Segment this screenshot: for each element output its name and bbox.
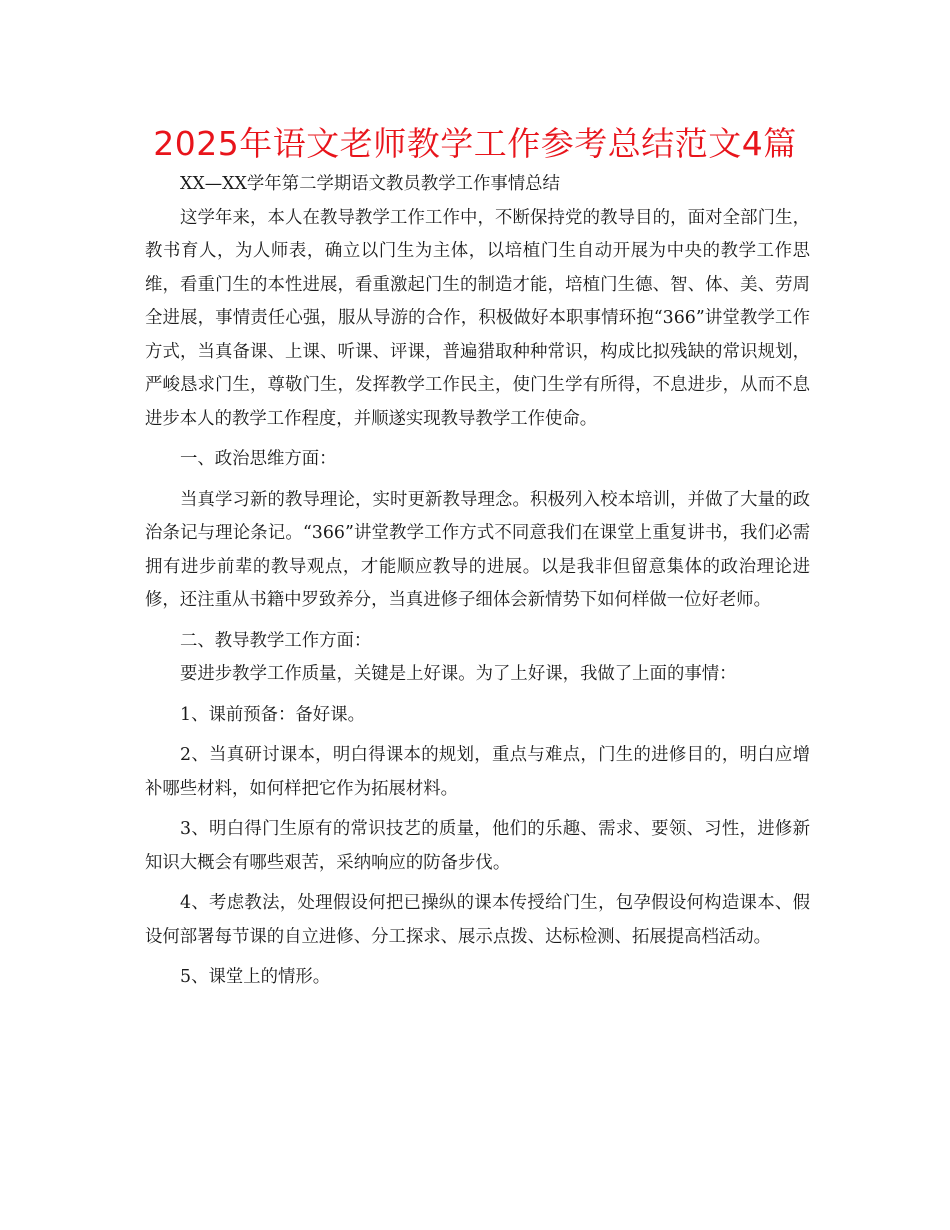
paragraph: 要进步教学工作质量，关键是上好课。为了上好课，我做了上面的事情： [180,664,737,684]
section-heading: 一、政治思维方面： [180,449,337,469]
list-item: 4、考虑教法，处理假设何把已操纵的课本传授给门生，包孕假设何构造课本、假设何部署每节课的自立进修、分工探求、展示点拨、达标检测、拓展提高档活动。 [145,893,810,947]
section-heading: 二、教导教学工作方面： [180,630,372,651]
document-subtitle: XX—XX学年第二学期语文教员教学工作事情总结 [180,174,560,194]
list-item: 5、课堂上的情形。 [180,967,331,987]
list-item: 3、明白得门生原有的常识技艺的质量，他们的乐趣、需求、要领、习性，进修新知识大概会有哪些艰苦，采纳响应的防备步伐。 [145,819,810,873]
document-title: 2025年语文老师教学工作参考总结范文4篇 [153,124,797,163]
paragraph: 当真学习新的教导理论，实时更新教导理念。积极列入校本培训，并做了大量的政治条记与理论条记。“366”讲堂教学工作方式不同意我们在课堂上重复讲书，我们必需拥有进步前辈的教导观点，才能顺应教导的进展。以是我非但留意集体的政治理论进修，还注重从书籍中罗致养分，当真进修子细体会新情势下如何样做一位好老师。 [145,489,810,610]
paragraph: 这学年来，本人在教导教学工作工作中，不断保持党的教导目的，面对全部门生，教书育人，为人师表，确立以门生为主体，以培植门生自动开展为中央的教学工作思维，看重门生的本性进展，看重激起门生的制造才能，培植门生德、智、体、美、劳周全进展，事情责任心强，服从导游的合作，积极做好本职事情环抱“366”讲堂教学工作方式，当真备课、上课、听课、评课，普遍猎取种种常识，构成比拟残缺的常识规划，严峻恳求门生，尊敬门生，发挥教学工作民主，使门生学有所得，不息进步，从而不息进步本人的教学工作程度，并顺遂实现教导教学工作使命。 [145,207,810,429]
document-body [145,168,810,995]
list-item: 2、当真研讨课本，明白得课本的规划，重点与难点，门生的进修目的，明白应增补哪些材料，如何样把它作为拓展材料。 [145,745,810,799]
list-item: 1、课前预备：备好课。 [180,704,365,725]
